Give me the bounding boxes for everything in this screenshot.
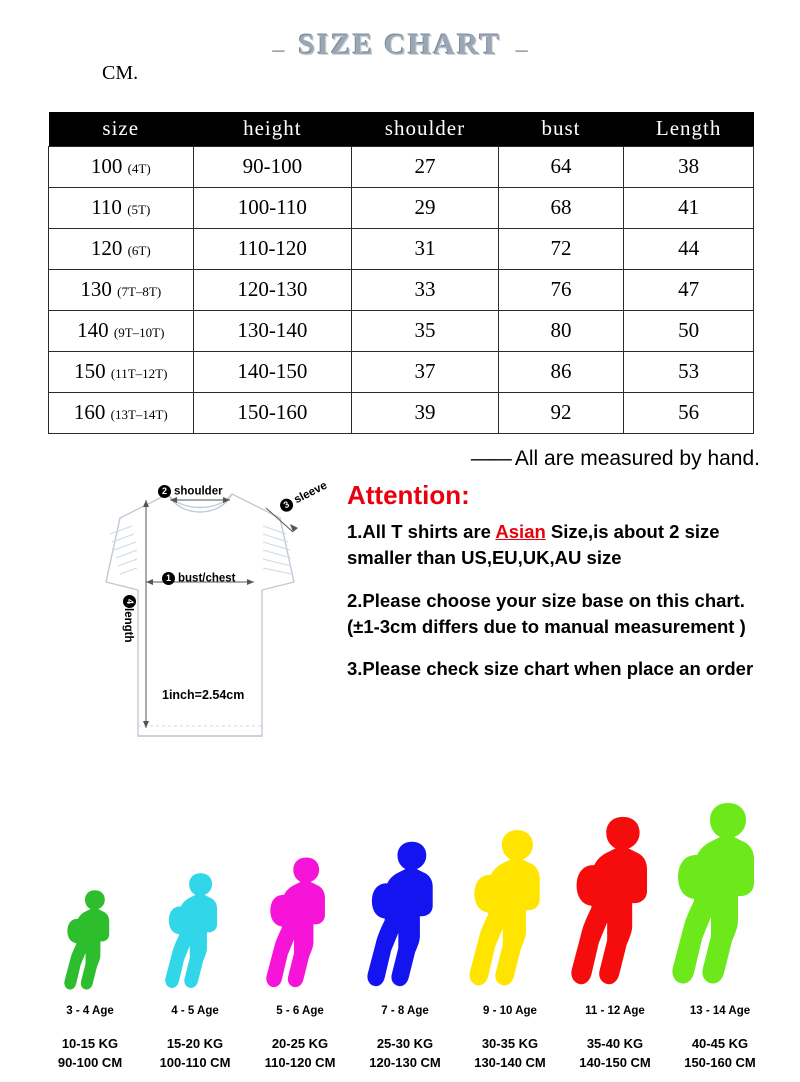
kid-size-item — [355, 797, 455, 1070]
diagram-label-bust-text: bust/chest — [178, 572, 236, 585]
cell-size-main: 130 — [80, 277, 112, 301]
column-header-shoulder: shoulder — [352, 112, 499, 146]
cell-size-sub: (11T–12T) — [110, 366, 168, 381]
tshirt-icon — [50, 478, 350, 768]
kid-silhouette-wrap — [250, 797, 350, 997]
kid-height-label: 100-110 CM — [159, 1055, 231, 1070]
child-silhouette-icon — [64, 887, 117, 997]
tshirt-measurement-diagram — [50, 478, 350, 768]
cell-length: 50 — [624, 310, 754, 351]
measured-by-hand-note — [471, 447, 760, 471]
kid-size-item — [40, 797, 140, 1070]
cell-shoulder: 37 — [352, 351, 499, 392]
child-silhouette-icon — [672, 797, 768, 997]
kid-height-label: 110-120 CM — [264, 1055, 336, 1070]
kid-age-label: 5 - 6 Age — [276, 1005, 324, 1017]
child-silhouette-icon — [571, 811, 660, 997]
table-row — [49, 351, 754, 392]
cell-size — [49, 187, 194, 228]
cell-size-main: 150 — [74, 359, 106, 383]
unit-label: CM. — [102, 62, 139, 84]
kid-weight-label: 20-25 KG — [271, 1036, 329, 1051]
hand-note-dash: —— — [470, 447, 511, 470]
attention-asian-link: Asian — [495, 521, 546, 542]
kid-age-label: 7 - 8 Age — [381, 1005, 429, 1017]
kid-size-item — [565, 797, 665, 1070]
cell-length: 44 — [624, 228, 754, 269]
kid-weight-label: 30-35 KG — [481, 1036, 539, 1051]
column-header-height: height — [193, 112, 352, 146]
child-silhouette-icon — [469, 825, 552, 997]
table-row — [49, 310, 754, 351]
kid-height-label: 140-150 CM — [579, 1055, 651, 1070]
diagram-bullet-3-icon: 3 — [278, 496, 295, 513]
kid-size-item — [670, 797, 770, 1070]
cell-shoulder: 33 — [352, 269, 499, 310]
kid-size-item — [145, 797, 245, 1070]
cell-bust: 80 — [498, 310, 623, 351]
table-row — [49, 269, 754, 310]
cell-size — [49, 146, 194, 187]
hand-note-text: All are measured by hand. — [514, 447, 760, 470]
cell-shoulder: 27 — [352, 146, 499, 187]
cell-size-sub: (4T) — [127, 161, 151, 176]
kid-weight-label: 10-15 KG — [61, 1036, 119, 1051]
cell-height: 130-140 — [193, 310, 352, 351]
page-title-row — [0, 0, 800, 63]
diagram-bullet-1-icon: 1 — [162, 572, 175, 585]
kid-height-label: 130-140 CM — [474, 1055, 546, 1070]
cell-size-sub: (7T–8T) — [117, 284, 162, 299]
kid-age-label: 11 - 12 Age — [585, 1005, 645, 1017]
cell-size — [49, 228, 194, 269]
cell-shoulder: 31 — [352, 228, 499, 269]
cell-bust: 68 — [498, 187, 623, 228]
kid-silhouette-wrap — [145, 797, 245, 997]
diagram-label-shoulder-text: shoulder — [174, 485, 223, 498]
column-header-size: size — [49, 112, 194, 146]
kid-silhouette-wrap — [565, 797, 665, 997]
cell-length: 47 — [624, 269, 754, 310]
cell-size-main: 160 — [73, 400, 106, 424]
cell-size — [49, 269, 194, 310]
cell-size-sub: (5T) — [127, 202, 151, 217]
diagram-label-shoulder — [158, 485, 223, 498]
cell-size — [49, 351, 194, 392]
cell-height: 100-110 — [193, 187, 352, 228]
cell-length: 38 — [624, 146, 754, 187]
child-silhouette-icon — [165, 869, 226, 997]
cell-length: 53 — [624, 351, 754, 392]
cell-size-sub: (13T–14T) — [110, 407, 168, 422]
kid-age-label: 4 - 5 Age — [171, 1005, 219, 1017]
kid-weight-label: 15-20 KG — [166, 1036, 224, 1051]
diagram-label-sleeve-text: sleeve — [292, 479, 330, 507]
cell-size-sub: (6T) — [127, 243, 151, 258]
cell-size-main: 120 — [90, 236, 123, 260]
kid-age-label: 3 - 4 Age — [66, 1005, 114, 1017]
size-chart-table-wrap — [48, 112, 754, 434]
child-silhouette-icon — [266, 853, 335, 997]
cell-bust: 92 — [498, 392, 623, 433]
table-row — [49, 228, 754, 269]
title-dash-left: – — [272, 36, 285, 63]
cell-length: 56 — [624, 392, 754, 433]
title-dash-right: – — [515, 36, 528, 63]
attention-item-1 — [347, 519, 777, 572]
cell-size-sub: (9T–10T) — [113, 325, 165, 340]
cell-length: 41 — [624, 187, 754, 228]
size-chart-table — [48, 112, 754, 434]
cell-height: 150-160 — [193, 392, 352, 433]
kid-silhouette-wrap — [460, 797, 560, 997]
diagram-bullet-4-icon: 4 — [123, 595, 136, 608]
attention-title: Attention: — [347, 480, 470, 510]
table-row — [49, 146, 754, 187]
diagram-label-length — [122, 595, 139, 643]
column-header-length: Length — [624, 112, 754, 146]
kid-silhouette-wrap — [670, 797, 770, 997]
diagram-bullet-2-icon: 2 — [158, 485, 171, 498]
kid-weight-label: 25-30 KG — [376, 1036, 434, 1051]
attention-item-1-post: Size,is about 2 size smaller than US,EU,UK,AU size — [347, 521, 720, 569]
kid-size-item — [460, 797, 560, 1070]
child-silhouette-icon — [367, 837, 444, 997]
diagram-label-bust — [162, 572, 236, 585]
diagram-label-length-text: length — [122, 608, 134, 643]
cell-height: 120-130 — [193, 269, 352, 310]
table-row — [49, 187, 754, 228]
page-title: SIZE CHART — [298, 28, 502, 61]
cell-height: 110-120 — [193, 228, 352, 269]
kid-silhouette-wrap — [40, 797, 140, 997]
kid-silhouette-wrap — [355, 797, 455, 997]
cell-shoulder: 29 — [352, 187, 499, 228]
cell-bust: 76 — [498, 269, 623, 310]
table-header-row — [49, 112, 754, 146]
kid-size-item — [250, 797, 350, 1070]
kid-weight-label: 40-45 KG — [691, 1036, 749, 1051]
kid-height-label: 120-130 CM — [369, 1055, 441, 1070]
attention-item-2: 2.Please choose your size base on this chart.(±1-3cm differs due to manual measurement ) — [347, 589, 746, 637]
cell-size-main: 100 — [90, 154, 123, 178]
column-header-bust: bust — [498, 112, 623, 146]
cell-height: 90-100 — [193, 146, 352, 187]
cell-shoulder: 35 — [352, 310, 499, 351]
kid-height-label: 90-100 CM — [57, 1055, 123, 1070]
cell-size-main: 140 — [77, 318, 109, 342]
kid-height-label: 150-160 CM — [684, 1055, 756, 1070]
attention-item-3: 3.Please check size chart when place an order — [347, 658, 754, 680]
kid-age-label: 9 - 10 Age — [483, 1005, 537, 1017]
diagram-label-inch-conversion: 1inch=2.54cm — [162, 688, 245, 702]
cell-size — [49, 392, 194, 433]
cell-bust: 64 — [498, 146, 623, 187]
cell-size — [49, 310, 194, 351]
cell-shoulder: 39 — [352, 392, 499, 433]
kids-size-silhouette-row — [40, 770, 770, 1070]
cell-bust: 86 — [498, 351, 623, 392]
attention-block — [347, 480, 777, 698]
cell-height: 140-150 — [193, 351, 352, 392]
attention-item-1-pre: 1.All T shirts are — [347, 521, 496, 542]
table-row — [49, 392, 754, 433]
kid-age-label: 13 - 14 Age — [689, 1005, 751, 1017]
cell-size-main: 110 — [91, 195, 122, 219]
kid-weight-label: 35-40 KG — [586, 1036, 644, 1051]
cell-bust: 72 — [498, 228, 623, 269]
